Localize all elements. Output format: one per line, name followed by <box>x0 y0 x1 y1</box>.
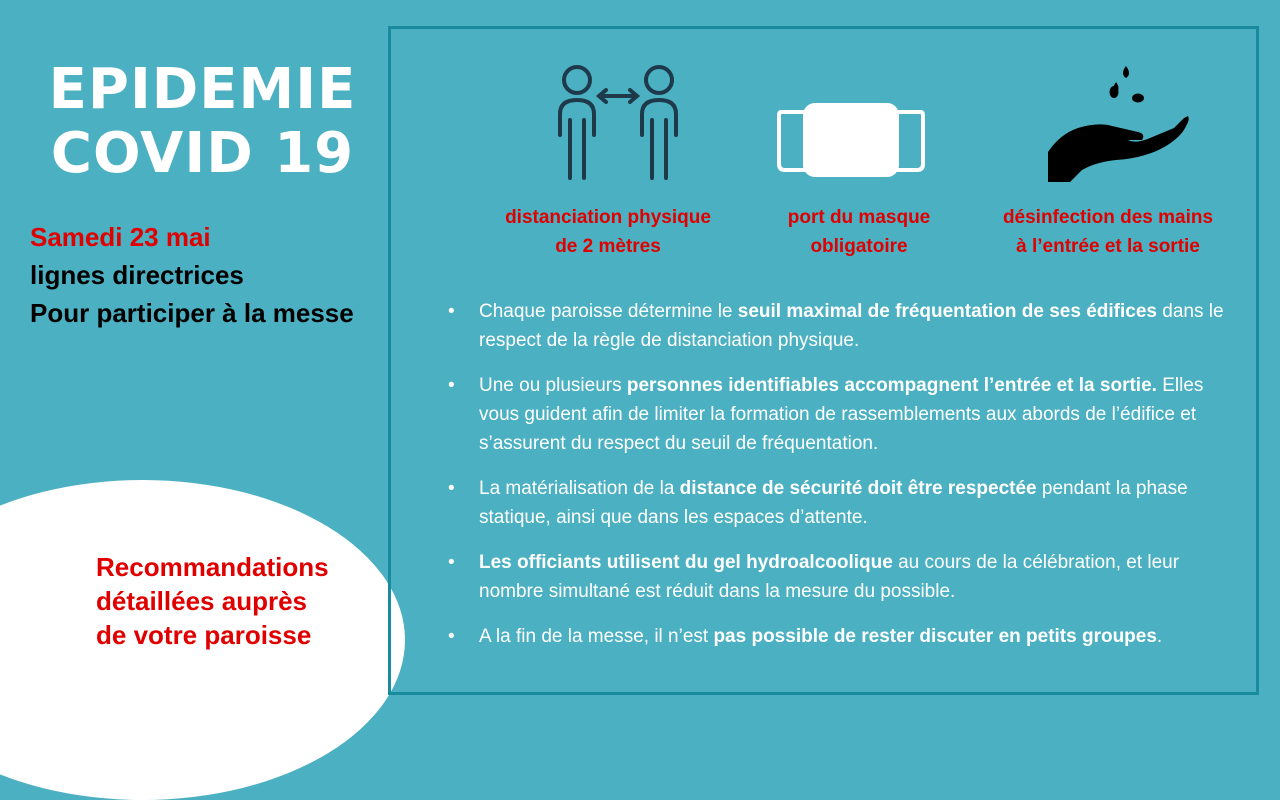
bullet-dot: • <box>448 626 455 647</box>
bullet-text-bold: personnes identifiables accompagnent l’entrée et la sortie. <box>626 375 1157 396</box>
caption-mask-line-2: obligatoire <box>810 236 908 257</box>
recommendation-line-3: de votre paroisse <box>96 620 312 650</box>
subtitle-line-3: Pour participer à la messe <box>30 298 354 328</box>
list-item <box>448 622 1248 651</box>
recommendation-text <box>96 550 329 652</box>
caption-distancing <box>488 203 728 261</box>
subtitle-line-2: lignes directrices <box>30 260 244 290</box>
bullet-text: Une ou plusieurs <box>479 375 627 396</box>
title-line-2: COVID 19 <box>50 121 355 186</box>
hand-wash-icon <box>1046 62 1192 184</box>
mask-icon <box>777 100 925 180</box>
bullet-text: Elles vous guident afin de limiter la formation de rassemblements aux abords de l’édifice et s’assurent du respect du seuil de fréquentation. <box>479 375 1204 454</box>
bullet-text-bold: distance de sécurité doit être respectée <box>679 478 1037 499</box>
bullet-text-bold: Les officiants utilisent du gel hydroalcoolique <box>479 552 893 573</box>
subtitle-date: Samedi 23 mai <box>30 222 211 252</box>
caption-hand-wash-line-1: désinfection des mains <box>1002 207 1214 228</box>
distancing-icon <box>548 60 688 182</box>
caption-mask <box>739 203 979 261</box>
bullet-dot: • <box>448 478 455 499</box>
bullet-dot: • <box>448 375 455 396</box>
subtitle <box>30 218 354 332</box>
caption-distancing-line-1: distanciation physique <box>505 207 711 228</box>
caption-mask-line-1: port du masque <box>787 207 931 228</box>
bullet-text: . <box>1156 626 1163 647</box>
list-item <box>448 548 1248 606</box>
bullet-text: La matérialisation de la <box>479 478 680 499</box>
recommendation-line-1: Recommandations <box>96 552 329 582</box>
recommendation-line-2: détaillées auprès <box>96 586 307 616</box>
caption-hand-wash <box>988 203 1228 261</box>
title-line-1: EPIDEMIE <box>48 57 357 122</box>
bullet-text: dans le respect de la règle de distanciation physique. <box>479 301 1224 351</box>
bullet-text-bold: pas possible de rester discuter en petits groupes <box>713 626 1157 647</box>
bullet-text: pendant la phase statique, ainsi que dans les espaces d’attente. <box>479 478 1188 528</box>
guidelines-list <box>448 297 1248 667</box>
list-item <box>448 474 1248 532</box>
bullet-text: au cours de la célébration, et leur nombre simultané est réduit dans la mesure du possible. <box>479 552 1180 602</box>
bullet-dot: • <box>448 552 455 573</box>
bullet-dot: • <box>448 301 455 322</box>
list-item <box>448 297 1248 355</box>
list-item <box>448 371 1248 458</box>
bullet-text: Chaque paroisse détermine le <box>479 301 738 322</box>
bullet-text: A la fin de la messe, il n’est <box>479 626 714 647</box>
bullet-text-bold: seuil maximal de fréquentation de ses édifices <box>737 301 1157 322</box>
caption-distancing-line-2: de 2 mètres <box>555 236 661 257</box>
caption-hand-wash-line-2: à l’entrée et la sortie <box>1016 236 1200 257</box>
